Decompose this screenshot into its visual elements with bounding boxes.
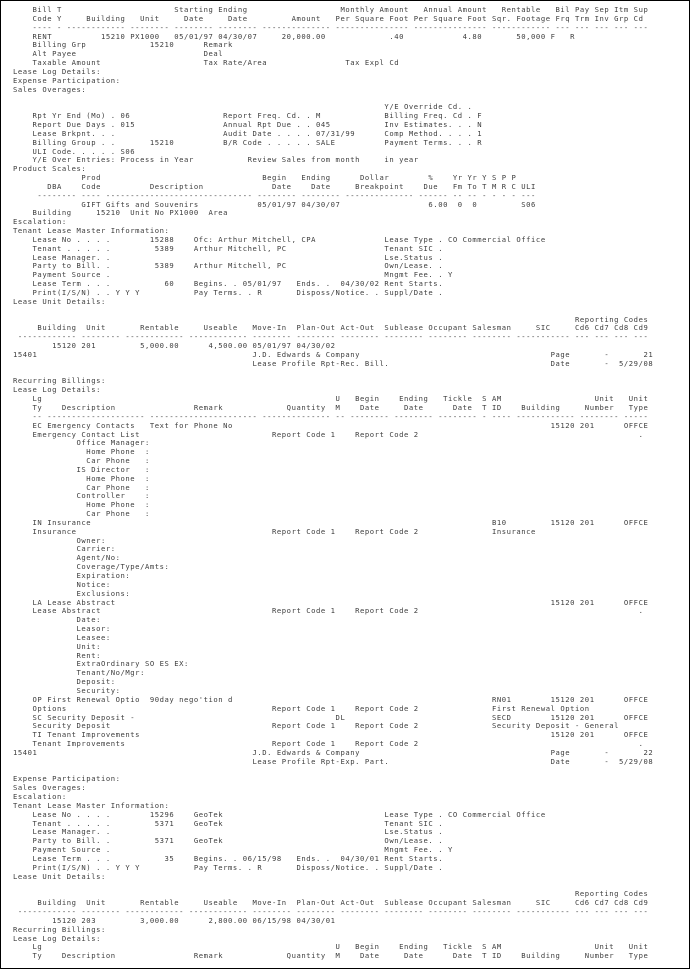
report-line: Product Scales: bbox=[13, 164, 87, 174]
report-line: Lg U Begin Ending Tickle S AM Unit Unit bbox=[13, 394, 649, 404]
report-line: Y/E Override Cd. . bbox=[13, 102, 473, 112]
report-line: ULI Code. . . . . S06 bbox=[13, 146, 136, 156]
report-line: Agent/No: bbox=[13, 553, 121, 563]
report-line: Notice: bbox=[13, 579, 111, 589]
report-line: Party to Bill. . 5389 Arthur Mitchell, PC Own/Lease. . bbox=[13, 261, 444, 271]
report-line: Date: bbox=[13, 615, 101, 625]
report-line: Reporting Codes bbox=[13, 889, 649, 899]
report-line: Leasee: bbox=[13, 632, 111, 642]
report-line: Tenant Lease Master Information: bbox=[13, 226, 170, 236]
report-line: Billing Group . . 15210 B/R Code . . . . . SALE Payment Terms. . . R bbox=[13, 137, 483, 147]
report-line: Report Due Days . 015 Annual Rpt Due . . 045 Inv Estimates. . . N bbox=[13, 119, 483, 129]
report-line: Print(I/S/N) . . Y Y Y Pay Terms. . R Disposs/Notice. . Suppl/Date . bbox=[13, 862, 444, 872]
report-line: Sales Overages: bbox=[13, 783, 87, 793]
report-line: Owner: bbox=[13, 535, 106, 545]
report-line: Lg U Begin Ending Tickle S AM Unit Unit bbox=[13, 942, 649, 952]
report-line: Ty Description Remark Quantity M Date Date Date T ID Building Number Type bbox=[13, 402, 649, 412]
report-line: Tenant Lease Master Information: bbox=[13, 800, 170, 810]
report-line: Lease Brkpnt. . . Audit Date . . . . 07/31/99 Comp Method. . . . 1 bbox=[13, 128, 483, 138]
report-line: ExtraOrdinary SO ES EX: bbox=[13, 659, 189, 669]
report-line: Reporting Codes bbox=[13, 314, 649, 324]
report-line: Lease Profile Rpt-Rec. Bill. Date - 5/29/08 bbox=[13, 358, 654, 368]
report-line: Car Phone : bbox=[13, 509, 150, 519]
report-line: Deposit: bbox=[13, 677, 116, 687]
report-line: Expense Participation: bbox=[13, 774, 121, 784]
report-line: Prod Begin Ending Dollar % Yr Yr Y S P P bbox=[13, 173, 517, 183]
report-line: Ty Description Remark Quantity M Date Date Date T ID Building Number Type bbox=[13, 951, 649, 961]
report-line: Options Report Code 1 Report Code 2 First Renewal Option bbox=[13, 703, 590, 713]
report-line: RENT 15210 PX1000 05/01/97 04/30/07 20,000.00 .40 4.80 50,000 F R bbox=[13, 31, 576, 41]
report-line: Expiration: bbox=[13, 571, 131, 580]
report-line: Unit: bbox=[13, 641, 101, 651]
report-line: Expense Participation: bbox=[13, 75, 121, 85]
report-line: Lease Unit Details: bbox=[13, 871, 106, 881]
report-line: 15120 203 3,000.00 2,800.00 06/15/98 04/30/01 bbox=[13, 915, 336, 925]
report-line: Home Phone : bbox=[13, 447, 150, 457]
report-line: Tenant . . . . . 5371 GeoTek Tenant SIC . bbox=[13, 818, 444, 828]
report-line: Lease Term . . . 60 Begins. . 05/01/97 Ends. . 04/30/02 Rent Starts. bbox=[13, 279, 444, 289]
report-line: Home Phone : bbox=[13, 473, 150, 483]
report-line: Party to Bill. . 5371 GeoTek Own/Lease. . bbox=[13, 836, 444, 846]
report-line: Rent: bbox=[13, 650, 101, 660]
report-line bbox=[13, 369, 653, 378]
report-line: -- -------------------- ---------------------- -------------- -- -------- -------- -------- - ---- ------------ -------- ----- bbox=[13, 411, 649, 421]
report-line: ------------ -------- ------------ ------------ -------- -------- -------- -------- -------- -------- ----------- --- --- --- --- bbox=[13, 332, 649, 342]
report-line: Exclusions: bbox=[13, 588, 131, 598]
report-line: Rpt Yr End (Mo) . 06 Report Freq. Cd. . M Billing Freq. Cd . F bbox=[13, 111, 483, 121]
report-line: Billing Grp 15210 Remark bbox=[13, 40, 233, 50]
report-line: -------- ---- ------------------------------ -------- -------- -------------- ------ -- -- - - - - --- bbox=[13, 190, 536, 200]
report-line: Escalation: bbox=[13, 217, 67, 227]
report-line: Lease No . . . . 15288 Ofc: Arthur Mitchell, CPA Lease Type . CO Commercial Office bbox=[13, 234, 546, 244]
report-line: Lease Manager. . Lse.Status . bbox=[13, 827, 444, 837]
report-line: Sales Overages: bbox=[13, 84, 87, 94]
report-line: Lease Log Details: bbox=[13, 66, 101, 76]
report-line: EC Emergency Contacts Text for Phone No 15120 201 OFFCE bbox=[13, 420, 649, 430]
report-line: Leasor: bbox=[13, 624, 111, 634]
report-line: Payment Source . Mngmt Fee. . Y bbox=[13, 845, 453, 855]
report-line: IS Director : bbox=[13, 464, 150, 474]
report-line: 15401 J.D. Edwards & Company Page - 22 bbox=[13, 747, 654, 757]
report-line: Alt Payee Deal bbox=[13, 49, 224, 59]
report-line: Tenant . . . . . 5389 Arthur Mitchell, PC Tenant SIC . bbox=[13, 243, 444, 253]
report-line: Building 15210 Unit No PX1000 Area bbox=[13, 208, 229, 218]
report-line: Building Unit Rentable Useable Move-In Plan-Out Act-Out Sublease Occupant Salesman SIC Cd6 Cd7 Cd8 Cd9 bbox=[13, 898, 649, 908]
report-line: Office Manager: bbox=[13, 438, 150, 448]
report-line: Insurance Report Code 1 Report Code 2 Insurance bbox=[13, 526, 536, 536]
report-line: LA Lease Abstract 15120 201 OFFCE bbox=[13, 597, 649, 607]
report-line: Security: bbox=[13, 685, 121, 695]
report-line: Security Deposit Report Code 1 Report Code 2 Security Deposit - General bbox=[13, 721, 620, 731]
report-line: ------------ -------- ------------ ------------ -------- -------- -------- -------- -------- -------- ----------- --- --- --- --- bbox=[13, 907, 649, 917]
report-line: Recurring Billings: bbox=[13, 376, 106, 386]
report-line: Emergency Contact List Report Code 1 Report Code 2 . bbox=[13, 429, 644, 439]
report-line: Lease Term . . . 35 Begins. . 06/15/98 Ends. . 04/30/01 Rent Starts. bbox=[13, 854, 444, 863]
report-line: Lease Log Details: bbox=[13, 933, 101, 943]
lease-profile-report bbox=[13, 6, 653, 961]
report-line: Controller : bbox=[13, 491, 150, 501]
report-line: Taxable Amount Tax Rate/Area Tax Expl Cd bbox=[13, 58, 400, 68]
report-line: Lease Manager. . Lse.Status . bbox=[13, 252, 444, 262]
report-line: DBA Code Description Date Date Breakpoint Due Fm To T M R C ULI bbox=[13, 181, 536, 191]
report-line: Print(I/S/N) . . Y Y Y Pay Terms. . R Disposs/Notice. . Suppl/Date . bbox=[13, 288, 444, 297]
report-line: Lease Profile Rpt-Exp. Part. Date - 5/29/08 bbox=[13, 756, 654, 766]
report-line: Coverage/Type/Amts: bbox=[13, 562, 170, 572]
report-line: ---- - ------------ -------- -------- -------- -------------- --------------- --------------- ------------ --- --- --- --- --- bbox=[13, 22, 649, 32]
report-line: 15401 J.D. Edwards & Company Page - 21 bbox=[13, 349, 654, 359]
report-line: GIFT Gifts and Souvenirs 05/01/97 04/30/07 6.00 0 0 S06 bbox=[13, 199, 536, 209]
report-line: SC Security Deposit - DL SECD 15120 201 OFFCE bbox=[13, 712, 649, 722]
report-line: Tenant/No/Mgr: bbox=[13, 668, 145, 678]
report-line: Bill T Starting Ending Monthly Amount Annual Amount Rentable Bil Pay Sep Itm Sup bbox=[13, 5, 649, 14]
report-line: Y/E Over Entries: Process in Year Review Sales from month in year bbox=[13, 155, 419, 165]
report-line: Lease Unit Details: bbox=[13, 296, 106, 306]
report-line: Car Phone : bbox=[13, 482, 150, 492]
report-line: Payment Source . Mngmt Fee. . Y bbox=[13, 270, 453, 280]
report-line: Recurring Billings: bbox=[13, 924, 106, 934]
report-line: Carrier: bbox=[13, 544, 116, 554]
report-line: Escalation: bbox=[13, 792, 67, 802]
report-line: Car Phone : bbox=[13, 456, 150, 466]
report-line: OP First Renewal Optio 90day nego'tion d RN01 15120 201 OFFCE bbox=[13, 694, 649, 704]
report-line: Lease No . . . . 15296 GeoTek Lease Type . CO Commercial Office bbox=[13, 809, 546, 819]
report-line: Code Y Building Unit Date Date Amount Per Square Foot Per Square Foot Sqr. Footage Frq Trm Inv Grp Cd bbox=[13, 13, 644, 23]
report-line: Lease Abstract Report Code 1 Report Code 2 . bbox=[13, 606, 644, 616]
report-line: IN Insurance B10 15120 201 OFFCE bbox=[13, 517, 649, 527]
report-line: Building Unit Rentable Useable Move-In Plan-Out Act-Out Sublease Occupant Salesman SIC Cd6 Cd7 Cd8 Cd9 bbox=[13, 323, 649, 333]
report-line: 15120 201 5,000.00 4,500.00 05/01/97 04/30/02 bbox=[13, 341, 336, 351]
report-line: Lease Log Details: bbox=[13, 385, 101, 395]
report-line: TI Tenant Improvements 15120 201 OFFCE bbox=[13, 730, 649, 740]
report-line: Home Phone : bbox=[13, 500, 150, 510]
report-line: Tenant Improvements Report Code 1 Report Code 2 . bbox=[13, 739, 644, 749]
